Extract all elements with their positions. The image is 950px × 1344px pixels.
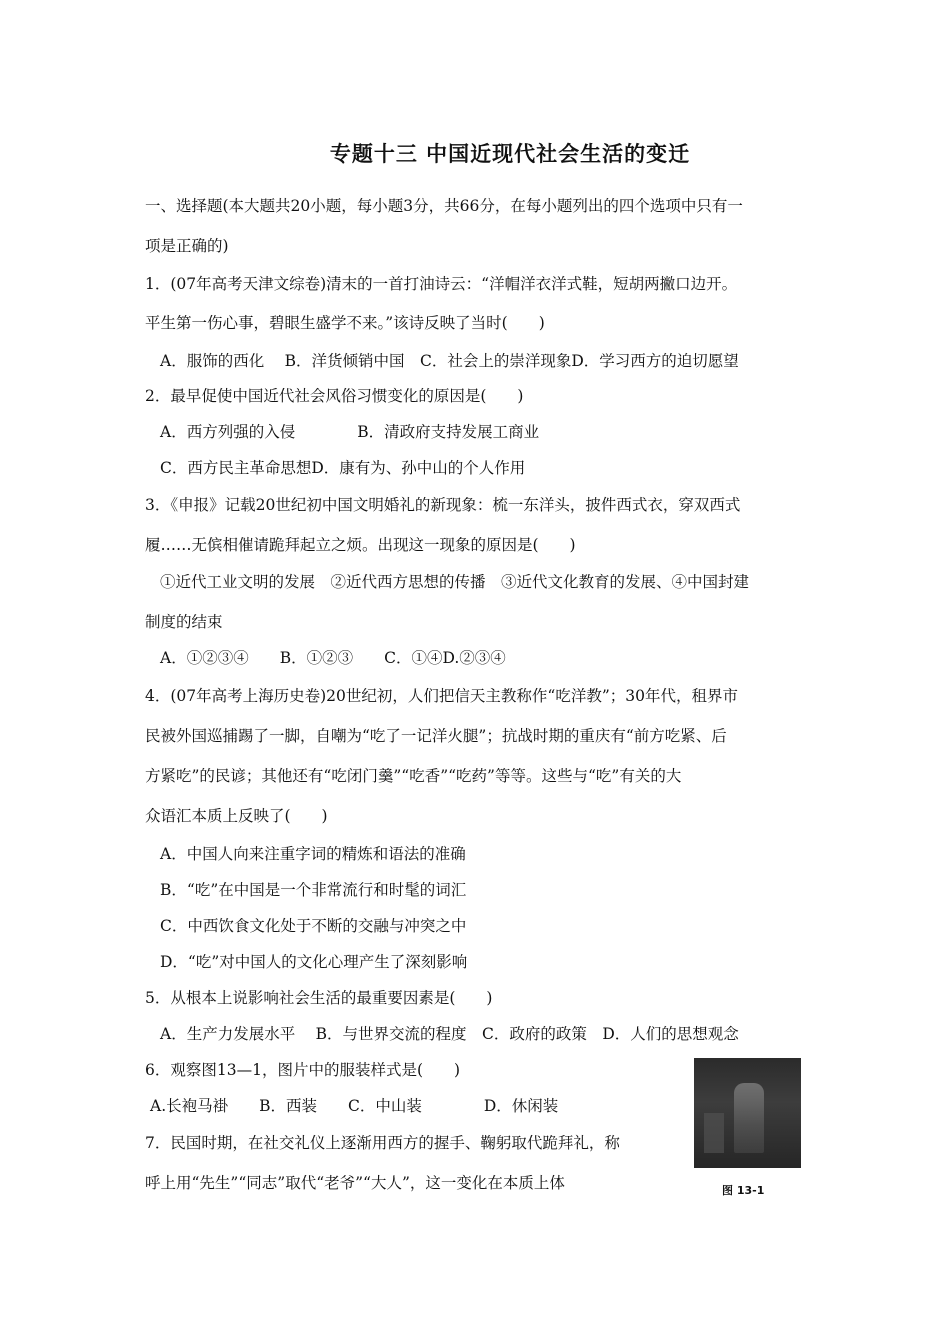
figure-photo <box>694 1058 801 1168</box>
q4-option-c: C．中西饮食文化处于不断的交融与冲突之中 <box>160 917 467 935</box>
q1-stem-line1: 1．(07年高考天津文综卷)清末的一首打油诗云：“洋帽洋衣洋式鞋，短胡两撇口边开。 <box>145 275 738 293</box>
figure-person-shape <box>734 1083 764 1153</box>
q2-options-cd: C．西方民主革命思想D．康有为、孙中山的个人作用 <box>160 459 526 477</box>
q3-stem-line2: 履……无傧相催请跪拜起立之烦。出现这一现象的原因是( ) <box>145 536 576 554</box>
q4-stem-line1: 4．(07年高考上海历史卷)20世纪初，人们把信天主教称作“吃洋教”；30年代，租界市 <box>145 687 738 705</box>
section-instruction-line1: 一、选择题(本大题共20小题，每小题3分，共66分，在每小题列出的四个选项中只有一 <box>145 197 743 215</box>
q4-stem-line3: 方紧吃”的民谚；其他还有“吃闭门羹”“吃香”“吃药”等等。这些与“吃”有关的大 <box>145 767 682 785</box>
q3-stem-line4: 制度的结束 <box>145 613 223 631</box>
q4-option-a: A．中国人向来注重字词的精炼和语法的准确 <box>160 845 466 863</box>
q1-options: A．服饰的西化 B．洋货倾销中国 C．社会上的崇洋现象D．学习西方的迫切愿望 <box>160 352 739 370</box>
section-instruction-line2: 项是正确的) <box>145 237 229 255</box>
q3-stem-line1: 3．《申报》记载20世纪初中国文明婚礼的新现象：梳一东洋头，披件西式衣，穿双西式 <box>145 496 741 514</box>
q7-stem-line1: 7．民国时期，在社交礼仪上逐渐用西方的握手、鞠躬取代跪拜礼，称 <box>145 1134 620 1152</box>
q4-option-d: D．“吃”对中国人的文化心理产生了深刻影响 <box>160 953 468 971</box>
page-title: 专题十三 中国近现代社会生活的变迁 <box>329 142 691 166</box>
figure-caption: 图 13-1 <box>722 1184 765 1197</box>
figure-background-shape <box>704 1113 724 1153</box>
q5-options: A．生产力发展水平 B．与世界交流的程度 C．政府的政策 D．人们的思想观念 <box>160 1025 739 1043</box>
q1-stem-line2: 平生第一伤心事，碧眼生盛学不来。”该诗反映了当时( ) <box>145 314 545 332</box>
q5-stem: 5．从根本上说影响社会生活的最重要因素是( ) <box>145 989 493 1007</box>
q4-stem-line4: 众语汇本质上反映了( ) <box>145 807 328 825</box>
q7-stem-line2: 呼上用“先生”“同志”取代“老爷”“大人”，这一变化在本质上体 <box>145 1174 565 1192</box>
q4-option-b: B．“吃”在中国是一个非常流行和时髦的词汇 <box>160 881 467 899</box>
q4-stem-line2: 民被外国巡捕踢了一脚，自嘲为“吃了一记洋火腿”；抗战时期的重庆有“前方吃紧、后 <box>145 727 727 745</box>
q2-stem: 2．最早促使中国近代社会风俗习惯变化的原因是( ) <box>145 387 524 405</box>
q6-options: A.长袍马褂 B．西装 C．中山装 D．休闲装 <box>150 1097 559 1115</box>
q6-stem: 6．观察图13—1，图片中的服装样式是( ) <box>145 1061 461 1079</box>
q3-stem-line3: ①近代工业文明的发展 ②近代西方思想的传播 ③近代文化教育的发展、④中国封建 <box>160 573 750 591</box>
q2-options-ab: A．西方列强的入侵 B．清政府支持发展工商业 <box>160 423 540 441</box>
q3-options: A．①②③④ B．①②③ C．①④D.②③④ <box>160 649 506 667</box>
